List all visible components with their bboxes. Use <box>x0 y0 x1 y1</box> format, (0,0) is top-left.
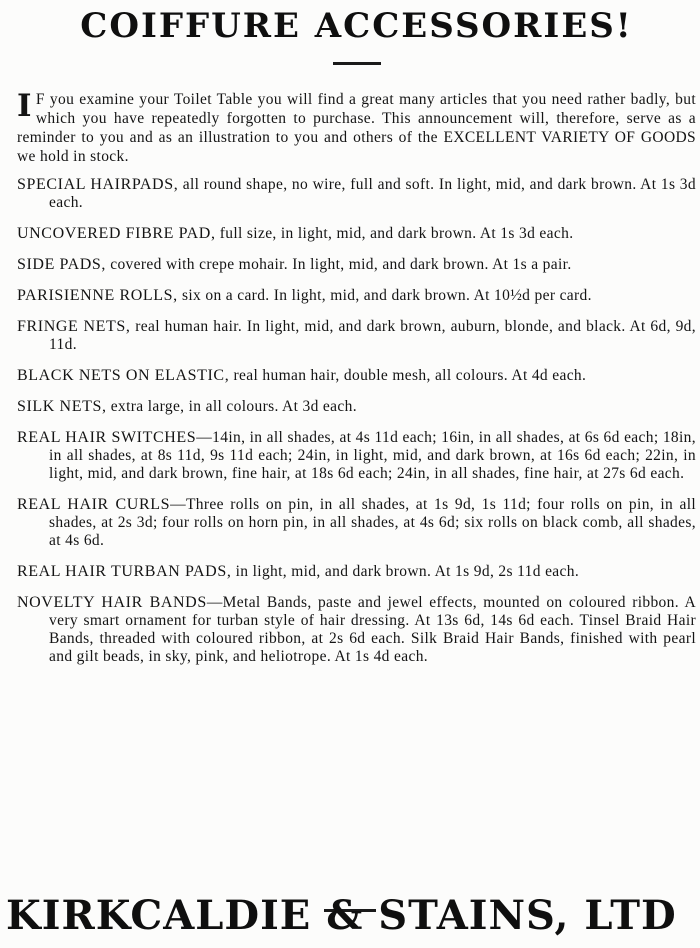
product-description: full size, in light, mid, and dark brown. At 1s 3d each. <box>215 225 574 242</box>
product-item <box>17 367 696 385</box>
product-name: PARISIENNE ROLLS, <box>17 287 178 304</box>
product-description: covered with crepe mohair. In light, mid, and dark brown. At 1s a pair. <box>106 256 572 273</box>
product-item <box>17 256 696 274</box>
page-title: COIFFURE ACCESSORIES! <box>80 6 633 46</box>
product-name: SILK NETS, <box>17 398 107 415</box>
product-name: BLACK NETS ON ELASTIC, <box>17 367 230 384</box>
product-description: extra large, in all colours. At 3d each. <box>106 398 357 415</box>
product-item <box>17 429 696 483</box>
product-item <box>17 594 696 666</box>
product-name: SIDE PADS, <box>17 256 106 273</box>
product-description: —14in, in all shades, at 4s 11d each; 16in, in all shades, at 6s 6d each; 18in, in all shades, at 8s 11d, 9s 11d each; 24in, in light, mid, and dark brown, at 16s 6d each; 22in, in light, mid, and dark brown, fine hair, at 18s 6d each; 24in, in all shades, fine hair, at 27s 6d each. <box>49 429 696 482</box>
product-name: SPECIAL HAIRPADS, <box>17 176 179 193</box>
product-item <box>17 496 696 550</box>
product-item <box>17 318 696 354</box>
title-divider <box>333 62 381 65</box>
company-name: KIRKCALDIE & STAINS, LTD <box>6 892 677 939</box>
product-name: FRINGE NETS, <box>17 318 131 335</box>
product-description: in light, mid, and dark brown. At 1s 9d, 2s 11d each. <box>231 563 580 580</box>
product-name: NOVELTY HAIR BANDS <box>17 594 207 611</box>
intro-text: F you examine your Toilet Table you will find a great many articles that you need rather badly, but which you have repeatedly forgotten to purchase. This announcement will, therefore, serve as a reminder to you and as an illustration to you and others of the EXCELLENT VARIETY OF GOODS we hold in stock. <box>17 91 696 165</box>
product-name: REAL HAIR CURLS <box>17 496 171 513</box>
product-name: UNCOVERED FIBRE PAD, <box>17 225 216 242</box>
product-item <box>17 287 696 305</box>
intro-paragraph <box>17 90 696 166</box>
product-description: real human hair, double mesh, all colours. At 4d each. <box>229 367 587 384</box>
product-description: —Three rolls on pin, in all shades, at 1s 9d, 1s 11d; four rolls on pin, in all shades, at 2s 3d; four rolls on horn pin, in all shades, at 4s 6d; six rolls on black comb, all shades, at 4s 6d. <box>49 496 697 549</box>
product-description: —Metal Bands, paste and jewel effects, mounted on coloured ribbon. A very smart ornament for turban style of hair dressing. At 13s 6d, 14s 6d each. Tinsel Braid Hair Bands, threaded with coloured ribbon, at 2s 6d each. Silk Braid Hair Bands, finished with pearl and gilt beads, in sky, pink, and heliotrope. At 1s 4d each. <box>49 594 696 665</box>
product-list <box>17 176 696 666</box>
product-description: real human hair. In light, mid, and dark brown, auburn, blonde, and black. At 6d, 9d, 11d. <box>49 318 697 353</box>
drop-cap: I <box>17 88 32 124</box>
product-name: REAL HAIR SWITCHES <box>17 429 197 446</box>
product-item <box>17 225 696 243</box>
product-item <box>17 563 696 581</box>
product-name: REAL HAIR TURBAN PADS, <box>17 563 232 580</box>
product-item <box>17 176 696 212</box>
product-description: all round shape, no wire, full and soft. In light, mid, and dark brown. At 1s 3d each. <box>49 176 697 211</box>
product-description: six on a card. In light, mid, and dark brown. At 10½d per card. <box>177 287 592 304</box>
product-item <box>17 398 696 416</box>
